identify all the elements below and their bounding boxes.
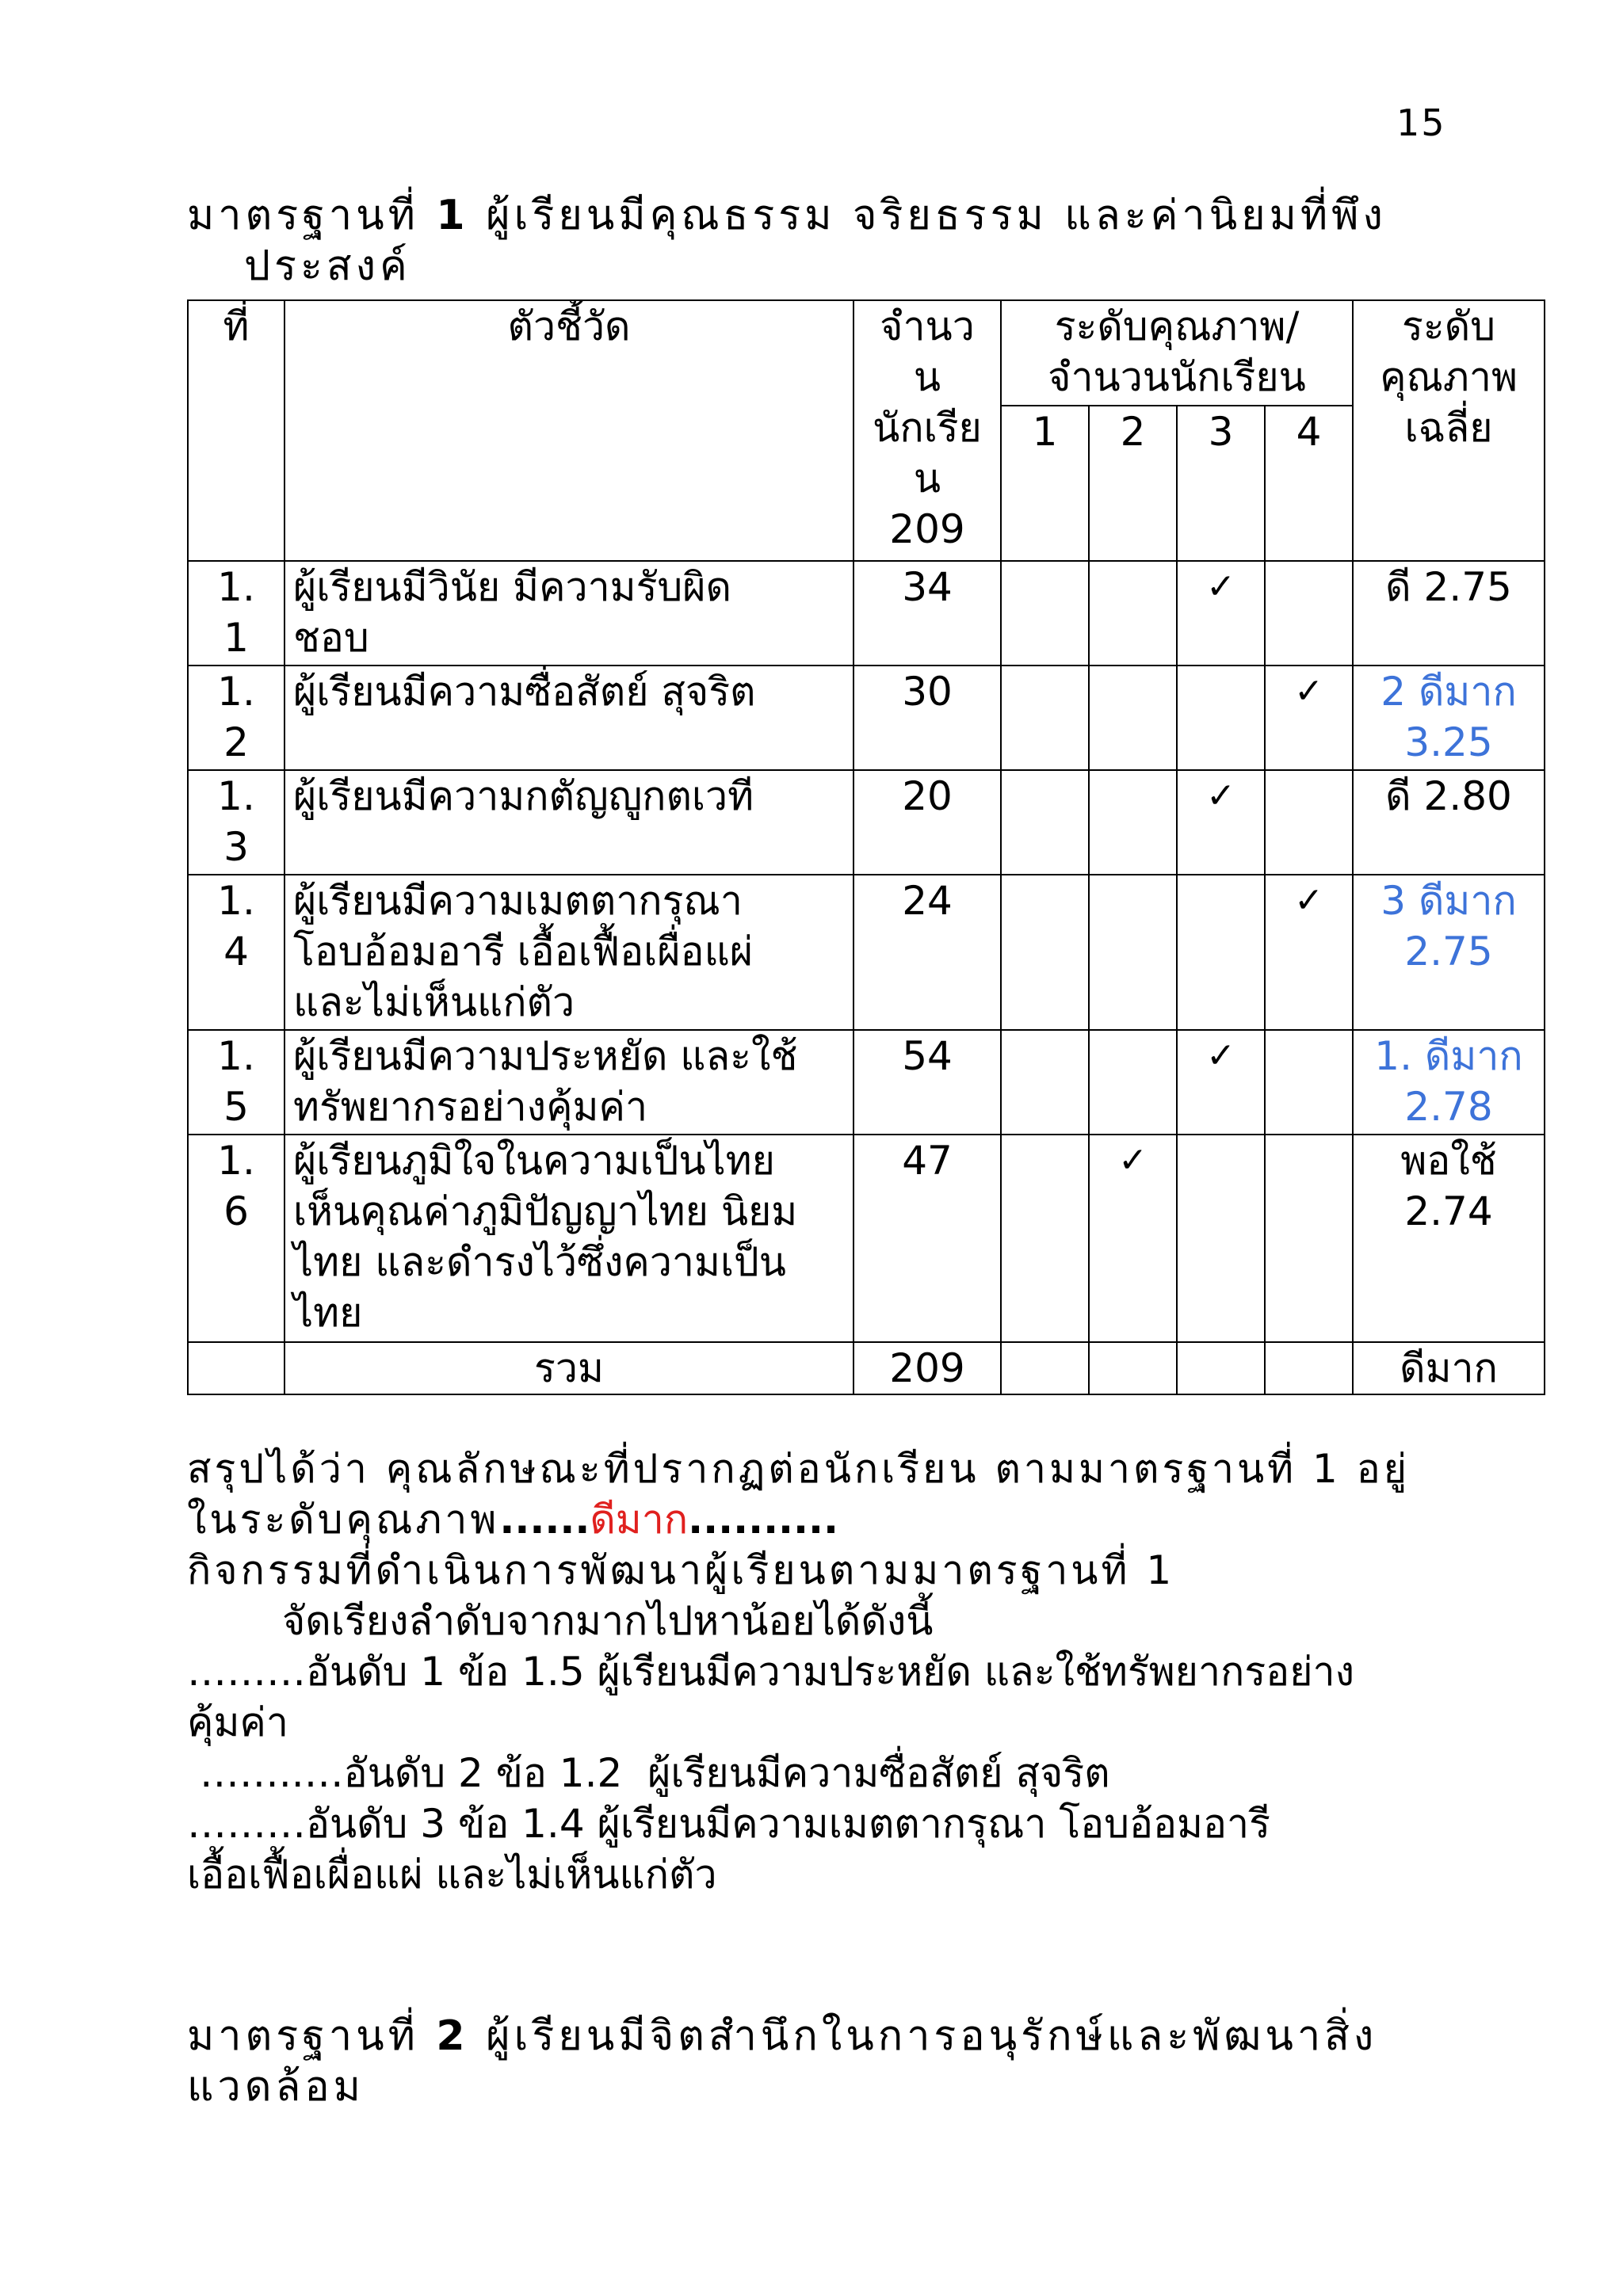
summary-line1: สรุปได้ว่า คุณลักษณะที่ปรากฏต่อนักเรียน ตามมาตรฐานที่ 1 อยู่ bbox=[187, 1446, 1411, 1492]
row-level-4 bbox=[1265, 666, 1353, 770]
row-number: 1. 6 bbox=[188, 1135, 285, 1342]
row-level-3 bbox=[1177, 875, 1265, 1030]
standard-1-table bbox=[187, 299, 1545, 1395]
header-level-2: 2 bbox=[1089, 406, 1177, 561]
row-level-3 bbox=[1177, 1030, 1265, 1135]
row-level-1 bbox=[1001, 561, 1089, 666]
row-level-1 bbox=[1001, 770, 1089, 875]
row-count: 24 bbox=[854, 875, 1001, 1030]
row-indicator: ผู้เรียนมีความกตัญญูกตเวที bbox=[285, 770, 854, 875]
standard-1-heading bbox=[187, 190, 1534, 292]
row-level-1 bbox=[1001, 1135, 1089, 1342]
check-icon: ✓ bbox=[1294, 880, 1323, 921]
header-quality: ระดับคุณภาพ/ จำนวนนักเรียน bbox=[1001, 300, 1353, 406]
row-level-2 bbox=[1089, 875, 1177, 1030]
table-row bbox=[188, 770, 1545, 875]
row-level-2 bbox=[1089, 770, 1177, 875]
standard-2-number: 2 bbox=[436, 2012, 469, 2060]
row-level-1 bbox=[1001, 666, 1089, 770]
row-indicator: ผู้เรียนมีความประหยัด และใช้ ทรัพยากรอย่างคุ้มค่า bbox=[285, 1030, 854, 1135]
total-count: 209 bbox=[854, 1342, 1001, 1394]
summary-line2 bbox=[187, 1494, 1550, 1545]
standard-2-title-line1: ผู้เรียนมีจิตสำนึกในการอนุรักษ์และพัฒนาสิ่ง bbox=[486, 2012, 1378, 2060]
summary-rating: ดีมาก bbox=[590, 1497, 689, 1543]
rank-3-line2: เอื้อเฟื้อเผื่อแผ่ และไม่เห็นแก่ตัว bbox=[187, 1852, 717, 1897]
rank-1-line2: คุ้มค่า bbox=[187, 1699, 288, 1745]
header-indicator: ตัวชี้วัด bbox=[285, 300, 854, 561]
rank-2: ……..…อันดับ 2 ข้อ 1.2 ผู้เรียนมีความซื่อสัตย์ สุจริต bbox=[187, 1750, 1110, 1796]
row-level-4 bbox=[1265, 1030, 1353, 1135]
row-level-2 bbox=[1089, 1030, 1177, 1135]
table-row bbox=[188, 561, 1545, 666]
row-level-3 bbox=[1177, 770, 1265, 875]
check-icon: ✓ bbox=[1206, 1035, 1235, 1076]
row-average: พอใช้ 2.74 bbox=[1353, 1135, 1545, 1342]
row-level-4 bbox=[1265, 561, 1353, 666]
row-count: 34 bbox=[854, 561, 1001, 666]
table-body bbox=[188, 561, 1545, 1342]
header-level-1: 1 bbox=[1001, 406, 1089, 561]
row-count: 20 bbox=[854, 770, 1001, 875]
check-icon: ✓ bbox=[1118, 1140, 1148, 1180]
row-count: 47 bbox=[854, 1135, 1001, 1342]
activities-title: กิจกรรมที่ดำเนินการพัฒนาผู้เรียนตามมาตรฐานที่ 1 bbox=[187, 1547, 1175, 1593]
row-indicator: ผู้เรียนมีความซื่อสัตย์ สุจริต bbox=[285, 666, 854, 770]
row-average: ดี 2.80 bbox=[1353, 770, 1545, 875]
check-icon: ✓ bbox=[1294, 671, 1323, 711]
row-level-4 bbox=[1265, 1135, 1353, 1342]
table-row bbox=[188, 875, 1545, 1030]
header-count: จำนว น นักเรีย น 209 bbox=[854, 300, 1001, 561]
header-average: ระดับ คุณภาพ เฉลี่ย bbox=[1353, 300, 1545, 561]
page-number: 15 bbox=[1396, 101, 1446, 144]
row-average: 3 ดีมาก 2.75 bbox=[1353, 875, 1545, 1030]
standard-2-prefix: มาตรฐานที่ bbox=[187, 2012, 419, 2060]
row-average: ดี 2.75 bbox=[1353, 561, 1545, 666]
row-indicator: ผู้เรียนมีความเมตตากรุณา โอบอ้อมอารี เอื้อเฟื้อเผื่อแผ่ และไม่เห็นแก่ตัว bbox=[285, 875, 854, 1030]
row-level-4 bbox=[1265, 875, 1353, 1030]
row-number: 1. 5 bbox=[188, 1030, 285, 1135]
total-label: รวม bbox=[285, 1342, 854, 1394]
row-level-3 bbox=[1177, 561, 1265, 666]
standard-1-prefix: มาตรฐานที่ bbox=[187, 192, 419, 239]
total-row bbox=[188, 1342, 1545, 1394]
summary-dots-after: .......... bbox=[688, 1497, 839, 1543]
table-row bbox=[188, 1135, 1545, 1342]
standard-2-heading bbox=[187, 2011, 1534, 2112]
row-number: 1. 3 bbox=[188, 770, 285, 875]
row-level-4 bbox=[1265, 770, 1353, 875]
standard-1-title-line2: ประสงค์ bbox=[244, 242, 411, 290]
row-average: 2 ดีมาก 3.25 bbox=[1353, 666, 1545, 770]
rank-3-line1: ………อันดับ 3 ข้อ 1.4 ผู้เรียนมีความเมตตากรุณา โอบอ้อมอารี bbox=[187, 1801, 1270, 1847]
row-level-1 bbox=[1001, 1030, 1089, 1135]
summary-section bbox=[187, 1444, 1550, 1900]
table-row bbox=[188, 666, 1545, 770]
header-level-4: 4 bbox=[1265, 406, 1353, 561]
total-average: ดีมาก bbox=[1353, 1342, 1545, 1394]
row-indicator: ผู้เรียนภูมิใจในความเป็นไทย เห็นคุณค่าภูมิปัญญาไทย นิยม ไทย และดำรงไว้ซึ่งความเป็น ไทย bbox=[285, 1135, 854, 1342]
standard-1-title-line1: ผู้เรียนมีคุณธรรม จริยธรรม และค่านิยมที่พึง bbox=[486, 192, 1387, 239]
row-number: 1. 4 bbox=[188, 875, 285, 1030]
table-row bbox=[188, 1030, 1545, 1135]
row-number: 1. 1 bbox=[188, 561, 285, 666]
row-level-3 bbox=[1177, 1135, 1265, 1342]
row-level-2 bbox=[1089, 1135, 1177, 1342]
header-level-3: 3 bbox=[1177, 406, 1265, 561]
summary-dots-before: ...... bbox=[499, 1497, 590, 1543]
row-level-2 bbox=[1089, 561, 1177, 666]
summary-line2-prefix: ในระดับคุณภาพ bbox=[187, 1497, 500, 1543]
standard-2-title-line2: แวดล้อม bbox=[187, 2063, 365, 2111]
rank-1-line1: ………อันดับ 1 ข้อ 1.5 ผู้เรียนมีความประหยัด และใช้ทรัพยากรอย่าง bbox=[187, 1649, 1354, 1695]
row-indicator: ผู้เรียนมีวินัย มีความรับผิด ชอบ bbox=[285, 561, 854, 666]
row-number: 1. 2 bbox=[188, 666, 285, 770]
row-level-2 bbox=[1089, 666, 1177, 770]
standard-1-number: 1 bbox=[436, 192, 469, 239]
row-level-1 bbox=[1001, 875, 1089, 1030]
activities-subtitle: จัดเรียงลำดับจากมากไปหาน้อยได้ดังนี้ bbox=[282, 1598, 934, 1644]
check-icon: ✓ bbox=[1206, 776, 1235, 816]
row-count: 54 bbox=[854, 1030, 1001, 1135]
row-average: 1. ดีมาก 2.78 bbox=[1353, 1030, 1545, 1135]
check-icon: ✓ bbox=[1206, 566, 1235, 607]
header-no: ที่ bbox=[188, 300, 285, 561]
row-level-3 bbox=[1177, 666, 1265, 770]
row-count: 30 bbox=[854, 666, 1001, 770]
